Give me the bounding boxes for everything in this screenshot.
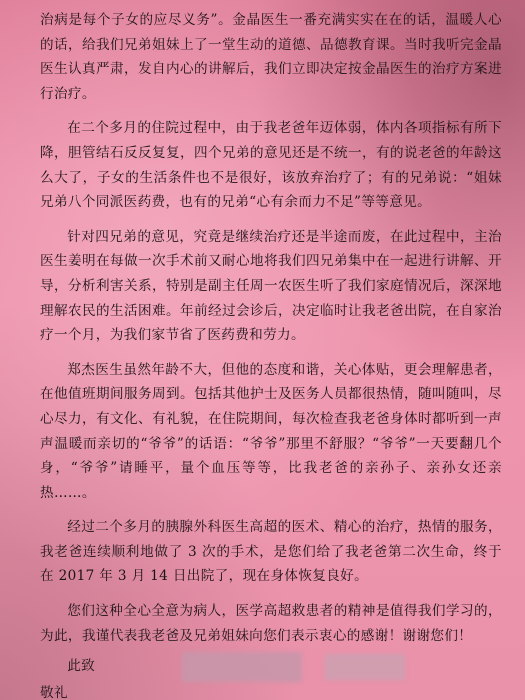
redacted-signature-block <box>182 652 302 682</box>
redacted-signature-block-2 <box>325 654 405 680</box>
paragraph-4: 郑杰医生虽然年龄不大，但他的态度和谐，关心体贴，更会理解患者，在他值班期间服务周到。包括其他护士及医务人员都很热情，随叫随叫，尽心尽力，有文化、有礼貌，在住院期间，每次检查我老爸身体时都听到一声声温暖而亲切的“爷爷”的话语：“爷爷”那里不舒服？“爷爷”一天要翻几个身，“爷爷”请睡平，量个血压等等，比我老爸的亲孙子、亲孙女还亲热……。 <box>40 361 502 501</box>
paragraph-2: 在二个多月的住院过程中，由于我老爸年迈体弱，体内各项指标有所下降，胆管结石反反复复，四个兄弟的意见还是不统一，有的说老爸的年龄这么大了，子女的生活条件也不是很好，该放弃治疗了；有的兄弟说：“姐妹兄弟八个同派医药费，也有的兄弟“心有余而力不足”等等意见。 <box>40 120 502 211</box>
letter-body <box>40 8 502 700</box>
paragraph-6: 您们这种全心全意为病人，医学高超救患者的精神是值得我们学习的，为此，我谨代表我老爸及兄弟姐妹向您们表示衷心的感谢！谢谢您们！ <box>40 603 502 644</box>
closing-line: 此致 <box>67 658 96 675</box>
paragraph-1: 治病是每个子女的应尽义务”。金晶医生一番充满实实在在的话，温暖人心的话，给我们兄弟姐妹上了一堂生动的道德、品德教育课。当时我听完金晶医生认真严肃，发自内心的讲解后，我们立即决定按金晶医生的治疗方案进行治疗。 <box>40 12 502 102</box>
paragraph-5: 经过二个多月的胰腺外科医生高超的医术、精心的治疗，热情的服务，我老爸连续顺利地做了 3 次的手术，是您们给了我老爸第二次生命，终于在 2017 年 3 月 14 日出院了，现在身体恢复良好。 <box>40 519 502 585</box>
paragraph-3: 针对四兄弟的意见，究竟是继续治疗还是半途而废，在此过程中，主治医生姜明在每做一次手术前又耐心地将我们四兄弟集中在一起进行讲解、开导，分析利害关系，特别是副主任周一农医生听了我们家庭情况后，深深地理解农民的生活困难。年前经过会诊后，决定临时让我老爸出院，在自家治疗一个月，为我们家节省了医药费和劳力。 <box>40 228 502 344</box>
salutation-line: 敬礼 <box>40 684 68 700</box>
